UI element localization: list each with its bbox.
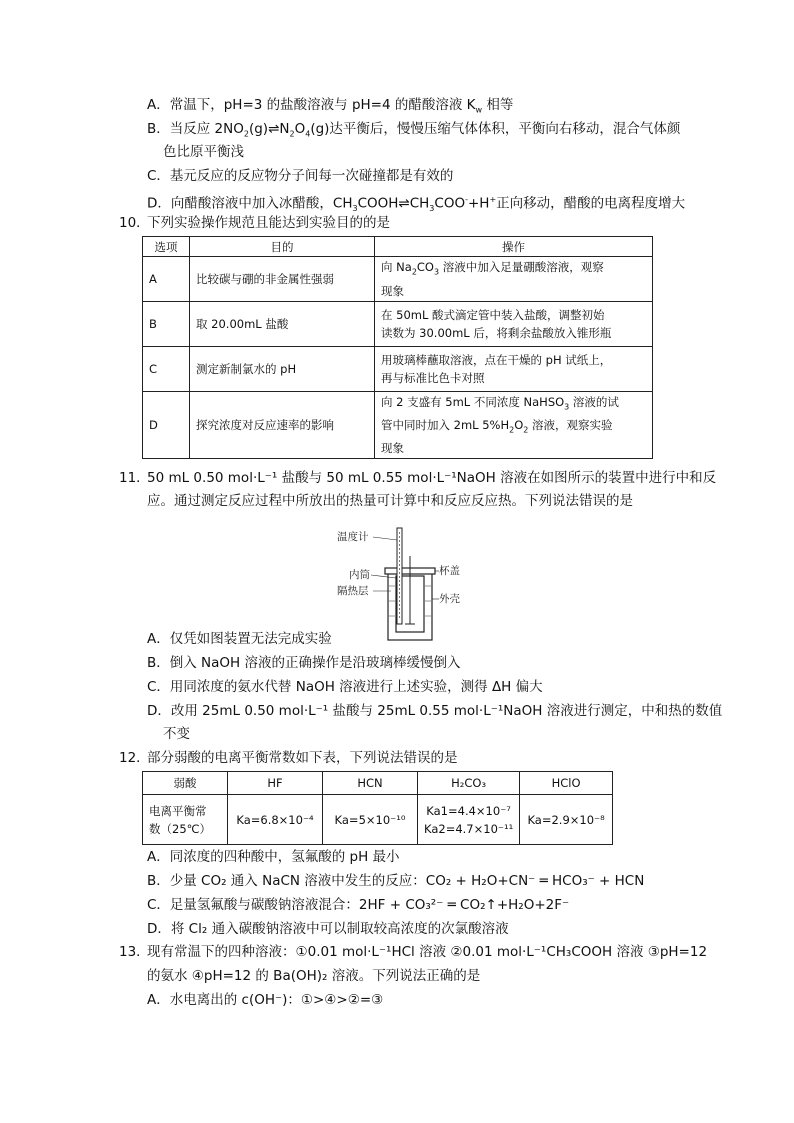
q9-option-c: C．基元反应的反应物分子间每一次碰撞都是有效的 <box>147 168 454 184</box>
row-operation: 用玻璃棒蘸取溶液，点在干燥的 pH 试纸上， 再与标准比色卡对照 <box>375 347 653 392</box>
q12-number: 12． <box>119 750 150 766</box>
q11-option-d-line2: 不变 <box>163 726 190 742</box>
table-header-row <box>143 237 653 257</box>
calorimeter-figure <box>335 526 460 642</box>
header-operation: 操作 <box>375 237 653 257</box>
q11-option-d-line1: D．改用 25mL 0.50 mol·L⁻¹ 盐酸与 25mL 0.55 mol·L⁻¹NaOH 溶液进行测定，中和热的数值 <box>147 703 723 719</box>
label-lid: 杯盖 <box>439 565 460 577</box>
q13-option-a: A．水电离出的 c(OH⁻)：①>④>②=③ <box>147 992 384 1008</box>
q12-option-a: A．同浓度的四种酸中，氢氟酸的 pH 最小 <box>147 849 400 865</box>
row-option: B <box>143 302 190 347</box>
row-purpose: 取 20.00mL 盐酸 <box>190 302 375 347</box>
q13-stem-line2: 的氨水 ④pH=12 的 Ba(OH)₂ 溶液。下列说法正确的是 <box>147 968 481 984</box>
q11-option-c: C．用同浓度的氨水代替 NaOH 溶液进行上述实验，测得 ΔH 偏大 <box>147 679 543 695</box>
label-shell: 外壳 <box>439 593 460 605</box>
row-label: 电离平衡常 数（25℃） <box>143 795 228 845</box>
header-h2co3: H₂CO₃ <box>418 772 520 795</box>
q11-option-a: A．仅凭如图装置无法完成实验 <box>147 631 332 647</box>
row-purpose: 测定新制氯水的 pH <box>190 347 375 392</box>
q13-stem-line1: 现有常温下的四种溶液：①0.01 mol·L⁻¹HCl 溶液 ②0.01 mol·L⁻¹CH₃COOH 溶液 ③pH=12 <box>147 944 708 960</box>
header-purpose: 目的 <box>190 237 375 257</box>
table-row <box>143 347 653 392</box>
q9-option-d: D．向醋酸溶液中加入冰醋酸，$CH_3COOH\rightleftharpoons CH_3COO^-+H^+$正向移动，醋酸的电离程度增大 <box>147 195 686 214</box>
header-option: 选项 <box>143 237 190 257</box>
q11-stem-line1: 50 mL 0.50 mol·L⁻¹ 盐酸与 50 mL 0.55 mol·L⁻¹NaOH 溶液在如图所示的装置中进行中和反 <box>147 470 717 486</box>
row-operation: 向 $Na_2CO_3$ 溶液中加入足量硼酸溶液，观察 现象 <box>375 257 653 302</box>
q13-number: 13． <box>119 944 150 960</box>
header-hclo: HClO <box>520 772 613 795</box>
q12-option-d: D．将 Cl₂ 通入碳酸钠溶液中可以制取较高浓度的次氯酸溶液 <box>147 921 509 937</box>
q12-table <box>142 771 613 845</box>
q10-stem: 下列实验操作规范且能达到实验目的的是 <box>147 215 390 231</box>
value-hcn: Ka=5×10⁻¹⁰ <box>323 795 418 845</box>
q12-stem: 部分弱酸的电离平衡常数如下表，下列说法错误的是 <box>147 750 458 766</box>
q11-number: 11． <box>119 470 150 486</box>
q9-option-b-line1: B．当反应 $2NO_2(g)\rightleftharpoons N_2O_4(g)$达平衡后，慢慢压缩气体体积，平衡向右移动，混合气体颜 <box>147 121 681 139</box>
row-option: D <box>143 392 190 459</box>
label-thermometer: 温度计 <box>337 531 369 543</box>
q10-table <box>142 236 653 459</box>
value-h2co3: Ka1=4.4×10⁻⁷ Ka2=4.7×10⁻¹¹ <box>418 795 520 845</box>
value-hclo: Ka=2.9×10⁻⁸ <box>520 795 613 845</box>
value-hf: Ka=6.8×10⁻⁴ <box>228 795 323 845</box>
q10-number: 10． <box>119 215 150 231</box>
row-operation: 向 2 支盛有 5mL 不同浓度 NaHSO$_3$ 溶液的试 管中同时加入 2mL $5\%H_2O_2$ 溶液，观察实验 现象 <box>375 392 653 459</box>
label-inner: 内筒 <box>349 569 370 581</box>
row-purpose: 比较碳与硼的非金属性强弱 <box>190 257 375 302</box>
q9-option-a: A．常温下，pH=3 的盐酸溶液与 pH=4 的醋酸溶液 $K_w$ 相等 <box>147 97 514 115</box>
table-row <box>143 392 653 459</box>
row-operation: 在 50mL 酸式滴定管中装入盐酸，调整初始 读数为 30.00mL 后，将剩余盐酸放入锥形瓶 <box>375 302 653 347</box>
q11-option-b: B．倒入 NaOH 溶液的正确操作是沿玻璃棒缓慢倒入 <box>147 655 461 671</box>
row-option: C <box>143 347 190 392</box>
table-row <box>143 795 613 845</box>
q12-option-c: C．足量氢氟酸与碳酸钠溶液混合：2HF + CO₃²⁻ ═ CO₂↑+H₂O+2F⁻ <box>147 897 570 913</box>
table-row <box>143 257 653 302</box>
table-row <box>143 302 653 347</box>
q11-stem-line2: 应。通过测定反应过程中所放出的热量可计算中和反应反应热。下列说法错误的是 <box>147 493 633 509</box>
header-hf: HF <box>228 772 323 795</box>
row-option: A <box>143 257 190 302</box>
label-insulation: 隔热层 <box>337 585 369 597</box>
row-purpose: 探究浓度对反应速率的影响 <box>190 392 375 459</box>
q12-option-b: B．少量 CO₂ 通入 NaCN 溶液中发生的反应：CO₂ + H₂O+CN⁻ ═ HCO₃⁻ + HCN <box>147 873 645 889</box>
header-acid: 弱酸 <box>143 772 228 795</box>
table-header-row <box>143 772 613 795</box>
header-hcn: HCN <box>323 772 418 795</box>
q9-option-b-line2: 色比原平衡浅 <box>163 144 244 160</box>
